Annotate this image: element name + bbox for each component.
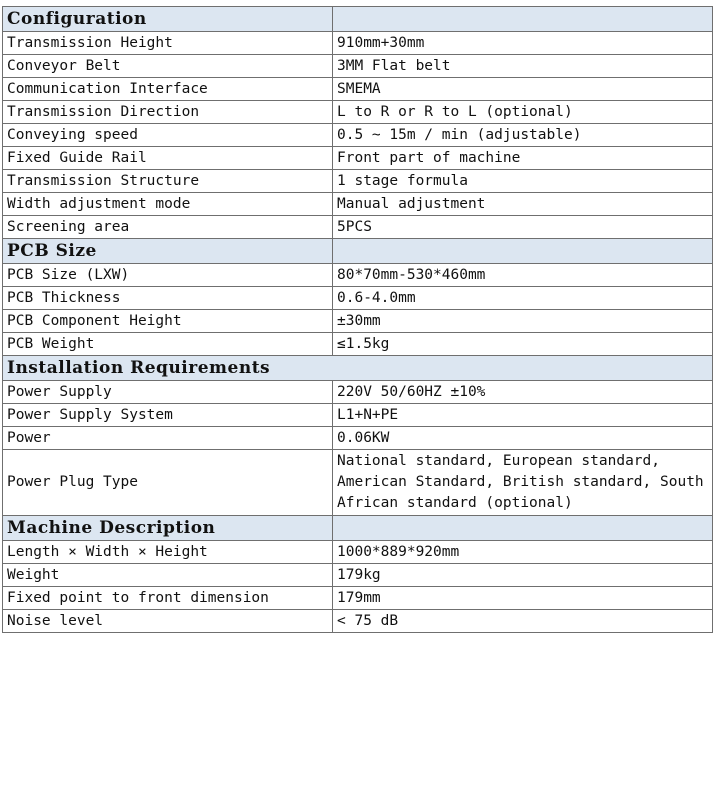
table-row bbox=[3, 287, 713, 310]
spec-label: Fixed Guide Rail bbox=[3, 147, 333, 170]
spec-value: 179mm bbox=[333, 587, 713, 610]
spec-label: Power bbox=[3, 427, 333, 450]
section-title: Installation Requirements bbox=[3, 356, 713, 381]
table-row bbox=[3, 587, 713, 610]
spec-value: 0.06KW bbox=[333, 427, 713, 450]
spec-label: Power Supply System bbox=[3, 404, 333, 427]
table-row bbox=[3, 32, 713, 55]
spec-label: Fixed point to front dimension bbox=[3, 587, 333, 610]
table-row bbox=[3, 427, 713, 450]
spec-label: Noise level bbox=[3, 610, 333, 633]
table-row bbox=[3, 264, 713, 287]
spec-label: PCB Thickness bbox=[3, 287, 333, 310]
spec-value: 0.5 ~ 15m / min (adjustable) bbox=[333, 124, 713, 147]
table-row bbox=[3, 78, 713, 101]
table-row bbox=[3, 381, 713, 404]
section-title: PCB Size bbox=[3, 239, 333, 264]
spec-label: Transmission Height bbox=[3, 32, 333, 55]
spec-label: Power Plug Type bbox=[3, 450, 333, 516]
spec-value: L to R or R to L (optional) bbox=[333, 101, 713, 124]
spec-value: 910mm+30mm bbox=[333, 32, 713, 55]
spec-value: 1 stage formula bbox=[333, 170, 713, 193]
section-title: Machine Description bbox=[3, 516, 333, 541]
table-row bbox=[3, 170, 713, 193]
spec-label: Screening area bbox=[3, 216, 333, 239]
spec-value: ≤1.5kg bbox=[333, 333, 713, 356]
table-row bbox=[3, 541, 713, 564]
table-row bbox=[3, 216, 713, 239]
section-header-configuration bbox=[3, 7, 713, 32]
spec-value: Front part of machine bbox=[333, 147, 713, 170]
spec-value: 220V 50/60HZ ±10% bbox=[333, 381, 713, 404]
spec-label: Transmission Structure bbox=[3, 170, 333, 193]
section-header-pcb-size bbox=[3, 239, 713, 264]
spec-value: 5PCS bbox=[333, 216, 713, 239]
spec-label: PCB Component Height bbox=[3, 310, 333, 333]
table-row bbox=[3, 450, 713, 516]
table-row bbox=[3, 147, 713, 170]
table-row bbox=[3, 193, 713, 216]
spec-label: Transmission Direction bbox=[3, 101, 333, 124]
table-row bbox=[3, 333, 713, 356]
table-row bbox=[3, 310, 713, 333]
table-row bbox=[3, 55, 713, 78]
spec-value: SMEMA bbox=[333, 78, 713, 101]
spec-value: 0.6-4.0mm bbox=[333, 287, 713, 310]
spec-label: PCB Weight bbox=[3, 333, 333, 356]
spec-value: 1000*889*920mm bbox=[333, 541, 713, 564]
spec-label: Width adjustment mode bbox=[3, 193, 333, 216]
table-row bbox=[3, 610, 713, 633]
section-blank-cell bbox=[333, 239, 713, 264]
table-row bbox=[3, 124, 713, 147]
spec-label: Power Supply bbox=[3, 381, 333, 404]
spec-value: 80*70mm-530*460mm bbox=[333, 264, 713, 287]
spec-label: Conveying speed bbox=[3, 124, 333, 147]
section-title: Configuration bbox=[3, 7, 333, 32]
section-header-machine-description bbox=[3, 516, 713, 541]
spec-value: Manual adjustment bbox=[333, 193, 713, 216]
spec-label: Conveyor Belt bbox=[3, 55, 333, 78]
spec-value: L1+N+PE bbox=[333, 404, 713, 427]
section-header-installation-requirements bbox=[3, 356, 713, 381]
spec-label: Weight bbox=[3, 564, 333, 587]
section-blank-cell bbox=[333, 7, 713, 32]
spec-value: < 75 dB bbox=[333, 610, 713, 633]
spec-label: Length × Width × Height bbox=[3, 541, 333, 564]
spec-value: ±30mm bbox=[333, 310, 713, 333]
spec-value: National standard, European standard, American Standard, British standard, South African standard (optional) bbox=[333, 450, 713, 516]
section-blank-cell bbox=[333, 516, 713, 541]
spec-label: Communication Interface bbox=[3, 78, 333, 101]
spec-value: 179kg bbox=[333, 564, 713, 587]
specification-table bbox=[2, 6, 713, 633]
table-row bbox=[3, 564, 713, 587]
table-row bbox=[3, 101, 713, 124]
spec-value: 3MM Flat belt bbox=[333, 55, 713, 78]
table-row bbox=[3, 404, 713, 427]
spec-label: PCB Size (LXW) bbox=[3, 264, 333, 287]
